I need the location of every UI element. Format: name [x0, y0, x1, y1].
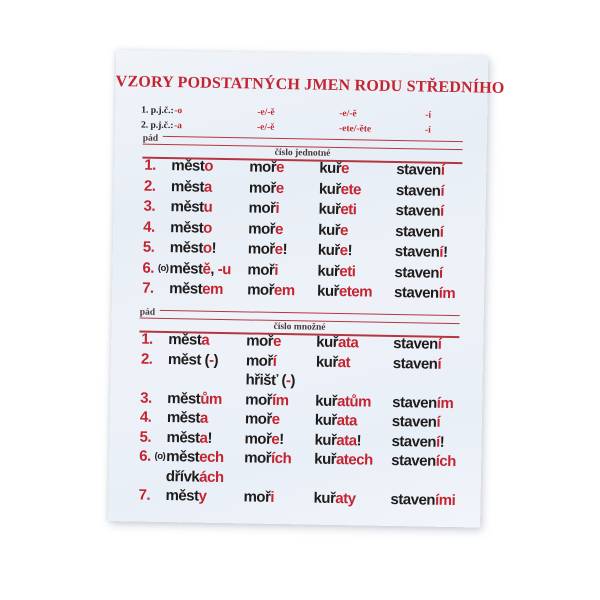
word-cell: stavení — [391, 412, 441, 431]
word-cell: kuře — [318, 221, 349, 239]
endings-label: 1. p.j.č.: — [141, 105, 174, 117]
plural-table — [138, 330, 459, 511]
word-cell: města — [166, 409, 208, 427]
word-cell: města — [168, 331, 210, 349]
case-number: 1. — [141, 330, 153, 348]
word-cell: město — [170, 218, 213, 237]
ending-staveni: -í — [424, 125, 431, 136]
word-cell: kuřetem — [316, 282, 373, 301]
pad-label: pád — [139, 307, 156, 318]
poster-title: VZORY PODSTATNÝCH JMEN RODU STŘEDNÍHO — [115, 73, 505, 97]
word-cell: městy — [165, 487, 207, 505]
header-rule — [160, 310, 460, 317]
table-row — [138, 486, 456, 511]
ending-more: -e/-ě — [256, 122, 275, 133]
ending-more: -e/-ě — [257, 107, 275, 118]
table-row — [139, 447, 458, 492]
word-cell: stavení — [395, 181, 445, 200]
word-cell: městech dřívkách — [165, 448, 224, 486]
word-cell: moře — [248, 219, 284, 238]
case-number: 2. — [140, 350, 153, 368]
word-cell: moři — [247, 260, 279, 279]
word-cell: moře — [248, 178, 284, 197]
word-cell: stavení — [395, 222, 444, 241]
case-number: 6. (o) — [139, 447, 166, 465]
case-number: 6. (o) — [142, 258, 169, 279]
word-cell: stavením — [392, 393, 454, 412]
word-cell: kuřeti — [317, 262, 356, 280]
word-cell: stavení! — [394, 243, 448, 261]
word-cell: mořích — [244, 449, 292, 468]
word-cell: staveními — [390, 490, 456, 510]
word-cell: moře! — [247, 240, 288, 259]
ending-kure: -ete/-ěte — [338, 124, 372, 135]
case-number: 7. — [142, 279, 154, 297]
ending-mesto: -o — [174, 106, 183, 117]
word-cell: kuřete — [318, 180, 362, 198]
word-cell: mořem — [246, 281, 295, 300]
word-cell: stavení — [392, 354, 442, 373]
table-row — [140, 349, 459, 394]
word-cell: kuřata! — [314, 431, 362, 449]
word-cell: stavením — [393, 283, 456, 303]
word-cell: moře — [244, 410, 280, 429]
word-cell: měst (-) — [167, 350, 219, 369]
case-number: 4. — [139, 408, 152, 426]
word-cell: stavení — [394, 263, 443, 282]
case-number: 5. — [142, 238, 155, 256]
word-cell: stavení! — [391, 432, 445, 451]
word-cell: kuřatům — [315, 392, 372, 411]
word-cell: stavení — [393, 334, 442, 353]
number-label-plural: číslo množné — [273, 321, 326, 333]
word-cell: města! — [166, 428, 213, 447]
ending-mesto: -a — [173, 121, 183, 132]
case-number: 4. — [143, 218, 155, 236]
case-number: 2. — [143, 177, 156, 195]
word-cell: moři — [243, 488, 275, 506]
case-number: 3. — [140, 389, 152, 407]
word-cell: městu — [170, 198, 213, 216]
word-cell: město! — [169, 239, 217, 257]
singular-table — [142, 156, 462, 305]
word-cell: kuřata — [314, 411, 358, 430]
word-cell: staveních — [391, 451, 457, 471]
poster — [108, 50, 505, 527]
word-cell: mořím — [245, 390, 289, 409]
case-number: 1. — [144, 156, 156, 174]
word-cell: kuřaty — [313, 489, 356, 508]
word-cell: kuřata — [316, 333, 359, 352]
word-cell: kuřat — [315, 353, 351, 371]
ending-kure: -e/-ě — [339, 109, 357, 120]
word-cell: moří hřišť (-) — [245, 351, 296, 390]
word-cell: městem — [169, 280, 224, 299]
case-number: 7. — [138, 486, 151, 504]
word-cell: moři — [248, 199, 280, 217]
word-cell: moře — [249, 158, 285, 177]
preposition-hint: (o) — [154, 450, 166, 463]
word-cell: kuře — [319, 159, 350, 178]
word-cell: městě, -u — [169, 259, 232, 278]
pad-label: pád — [142, 133, 159, 144]
preposition-hint: (o) — [157, 262, 169, 274]
word-cell: moře! — [244, 429, 284, 448]
word-cell: kuřeti — [318, 200, 357, 219]
case-number: 5. — [139, 428, 152, 446]
word-cell: moře — [246, 332, 282, 351]
word-cell: stavení — [396, 161, 445, 179]
table-row — [142, 279, 460, 305]
endings-label: 2. p.j.č.: — [140, 120, 174, 132]
word-cell: městům — [167, 389, 222, 408]
number-label-singular: číslo jednotné — [274, 147, 331, 159]
word-cell: stavení — [395, 202, 444, 220]
word-cell: kuře! — [317, 241, 353, 260]
word-cell: kuřatech — [314, 450, 373, 469]
ending-staveni: -í — [425, 110, 432, 121]
word-cell: město — [171, 157, 214, 175]
case-number: 3. — [143, 197, 156, 215]
word-cell: města — [170, 177, 212, 196]
